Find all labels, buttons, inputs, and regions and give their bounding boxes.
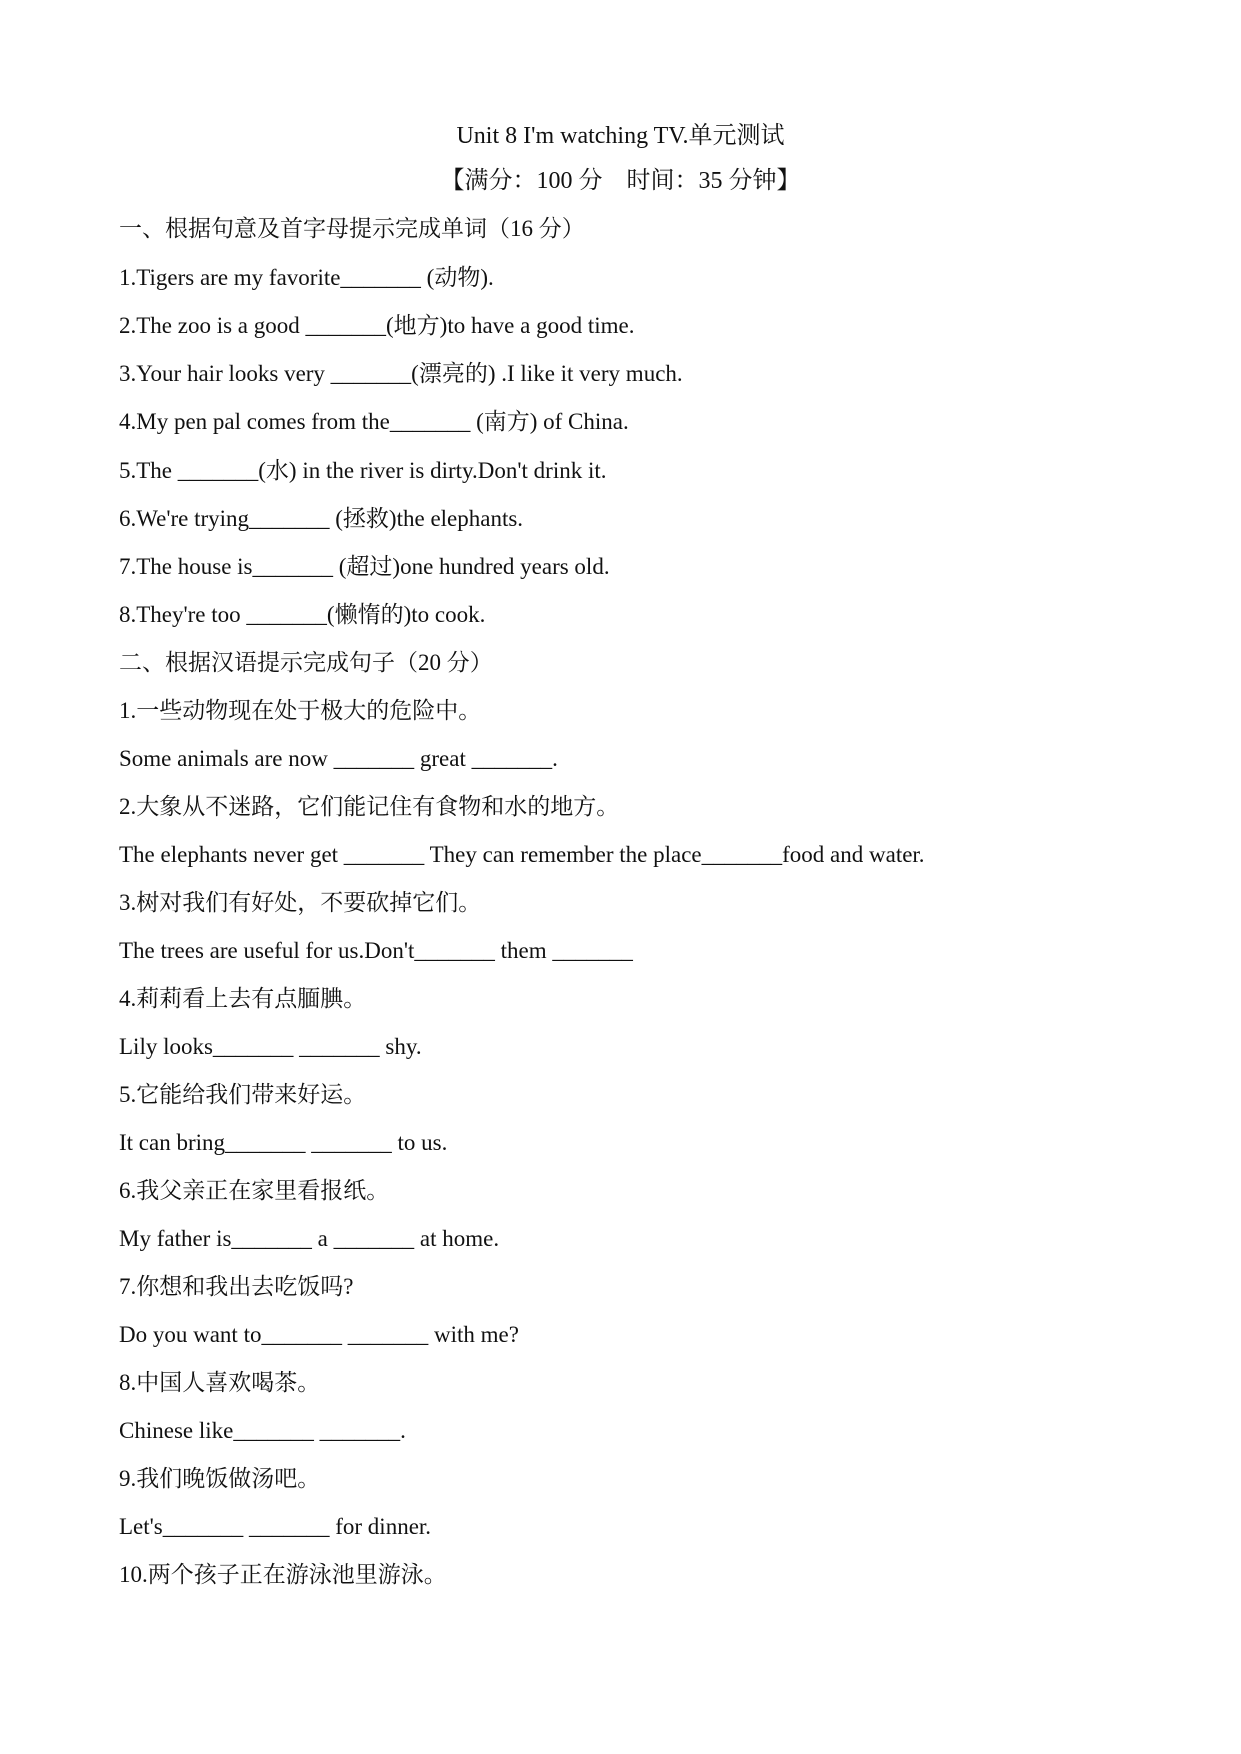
section2-prompt: 7.你想和我出去吃饭吗? [119, 1274, 354, 1299]
section2-answer: Let's_______ _______ for dinner. [119, 1514, 432, 1539]
section2-prompt: 3.树对我们有好处，不要砍掉它们。 [119, 890, 482, 915]
section2-prompt: 9.我们晚饭做汤吧。 [119, 1466, 321, 1491]
section1-item: 1.Tigers are my favorite_______ (动物). [119, 265, 494, 290]
section2-answer: Do you want to_______ _______ with me? [119, 1322, 519, 1347]
section2-answer: Chinese like_______ _______. [119, 1418, 406, 1443]
score-time-info: 【满分：100 分 时间：35 分钟】 [440, 168, 801, 194]
section2-answer: Lily looks_______ _______ shy. [119, 1034, 422, 1059]
section1-heading: 一、根据句意及首字母提示完成单词（16 分） [119, 216, 585, 241]
section2-prompt: 2.大象从不迷路，它们能记住有食物和水的地方。 [119, 794, 620, 819]
section2-answer: It can bring_______ _______ to us. [119, 1130, 448, 1155]
section1-item: 4.My pen pal comes from the_______ (南方) of China. [119, 409, 629, 434]
section2-answer: The trees are useful for us.Don't_______ them _______ [119, 938, 633, 963]
section1-item: 3.Your hair looks very _______(漂亮的) .I like it very much. [119, 361, 683, 386]
section2-prompt: 4.莉莉看上去有点腼腆。 [119, 986, 367, 1011]
section1-item: 5.The _______(水) in the river is dirty.Don't drink it. [119, 458, 607, 483]
section2-answer: The elephants never get _______ They can remember the place_______food and water. [119, 842, 925, 867]
section2-answer: My father is_______ a _______ at home. [119, 1226, 500, 1251]
section2-prompt: 5.它能给我们带来好运。 [119, 1082, 367, 1107]
section1-item: 6.We're trying_______ (拯救)the elephants. [119, 506, 524, 531]
section1-item: 8.They're too _______(懒惰的)to cook. [119, 602, 486, 627]
section2-prompt: 10.两个孩子正在游泳池里游泳。 [119, 1562, 447, 1587]
worksheet-title: Unit 8 I'm watching TV.单元测试 [456, 123, 785, 149]
section2-prompt: 1.一些动物现在处于极大的危险中。 [119, 698, 482, 723]
section2-heading: 二、根据汉语提示完成句子（20 分） [119, 650, 493, 675]
section1-item: 2.The zoo is a good _______(地方)to have a good time. [119, 313, 635, 338]
section2-prompt: 6.我父亲正在家里看报纸。 [119, 1178, 390, 1203]
section1-item: 7.The house is_______ (超过)one hundred years old. [119, 554, 610, 579]
section2-answer: Some animals are now _______ great _______. [119, 746, 558, 771]
section2-prompt: 8.中国人喜欢喝茶。 [119, 1370, 321, 1395]
